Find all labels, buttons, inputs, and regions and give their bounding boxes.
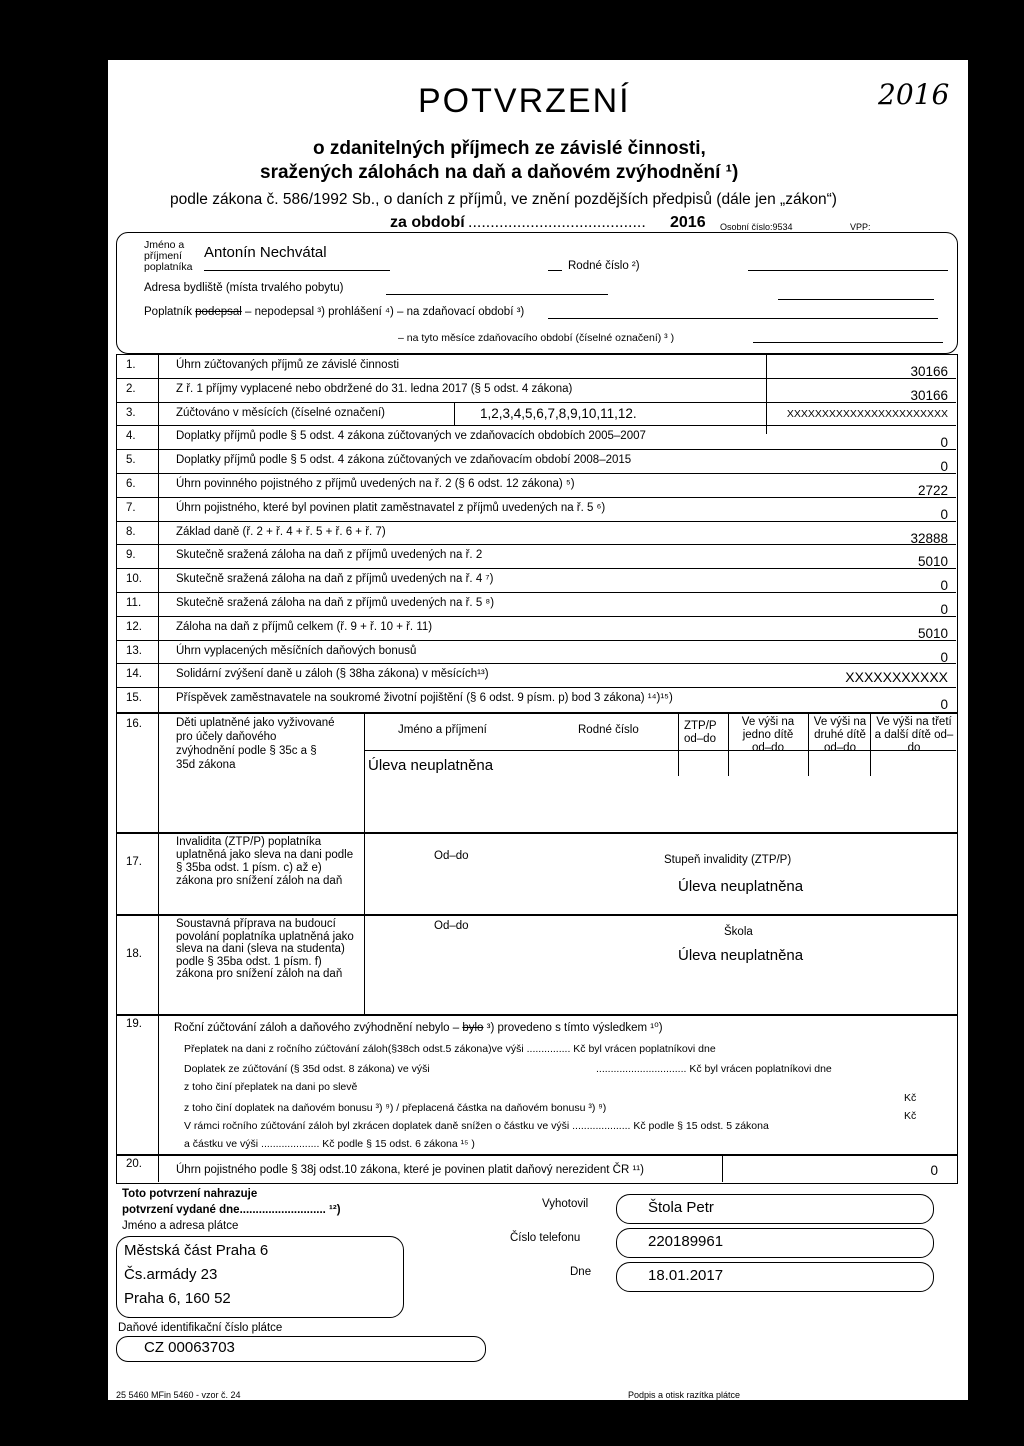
birth-number-label: Rodné číslo ²) — [568, 260, 640, 272]
row-label: Skutečně sražená záloha na daň z příjmů uvedených na ř. 4 ⁷) — [176, 573, 494, 586]
row-19-heading-prefix: Roční zúčtování záloh a daňového zvýhodnění nebylo – — [174, 1022, 460, 1034]
payer-label: Jméno a adresa plátce — [122, 1220, 239, 1232]
period-label: za období — [390, 214, 465, 231]
row-label: Základ daně (ř. 2 + ř. 4 + ř. 5 + ř. 6 + ř. 7) — [176, 525, 386, 538]
replaces-line-1: Toto potvrzení nahrazuje — [122, 1188, 258, 1200]
row-label: Zúčtováno v měsících (číselné označení) — [176, 406, 386, 419]
row-16-col-second: Ve výši na druhé dítě od–do — [813, 716, 867, 754]
subtitle-line-1: o zdanitelných příjmech ze závislé činnosti, — [313, 138, 706, 159]
row-19-bonus-underpayment: z toho činí doplatek na daňovém bonusu ³) ⁹) / přeplacená částka na daňovém bonusu ³) ⁹) — [184, 1102, 607, 1114]
row-16-col-third: Ve výši na třetí a další dítě od–do — [874, 716, 954, 754]
row-19-heading — [174, 1020, 663, 1034]
statement-struck: podepsal — [195, 306, 242, 318]
replaces-line-2: potvrzení vydané dne........................... ¹²) — [122, 1204, 341, 1216]
row-20-label: Úhrn pojistného podle § 38j odst.10 zákona, které je povinen platit daňový nerezident ČR ¹¹) — [176, 1164, 644, 1176]
row-value: 5010 — [917, 554, 948, 570]
vpp-label: VPP: — [850, 222, 871, 232]
handwritten-year: 2016 — [878, 78, 950, 111]
row-number: 4. — [126, 430, 136, 443]
row-value: 0 — [940, 649, 948, 665]
taxpayer-name-label: Jméno a příjmení poplatníka — [144, 239, 193, 273]
tax-id-label: Daňové identifikační číslo plátce — [118, 1322, 283, 1334]
row-number: 3. — [126, 406, 136, 419]
row-18-col-school: Škola — [724, 926, 753, 938]
row-17-col-degree: Stupeň invalidity (ZTP/P) — [664, 854, 792, 866]
row-value: 5010 — [917, 625, 948, 641]
address-label: Adresa bydliště (místa trvalého pobytu) — [144, 282, 344, 294]
row-label: Úhrn vyplacených měsíčních daňových bonusů — [176, 644, 417, 657]
row-number: 5. — [126, 454, 136, 467]
row-16-col-name: Jméno a příjmení — [398, 724, 487, 736]
row-19-kc-1: Kč — [904, 1092, 917, 1104]
row-number: 14. — [126, 668, 142, 681]
row-number: 7. — [126, 501, 136, 514]
row-number: 15. — [126, 692, 142, 705]
row-16-number: 16. — [126, 718, 142, 730]
row-value: XXXXXXXXXXXXXXXXXXXXXXX — [786, 407, 948, 420]
payer-line-1: Městská část Praha 6 — [124, 1242, 269, 1259]
row-label: Skutečně sražená záloha na daň z příjmů uvedených na ř. 5 ⁸) — [176, 597, 495, 609]
row-16-label: Děti uplatněné jako vyživované pro účely daňového zvýhodnění podle § 35c a § 35d zákona — [176, 717, 335, 771]
row-number: 8. — [126, 525, 136, 538]
row-label: Z ř. 1 příjmy vyplacené nebo obdržené do 31. ledna 2017 (§ 5 odst. 4 zákona) — [176, 382, 573, 395]
row-value: 0 — [940, 697, 948, 713]
tax-certificate-page: POTVRZENÍ 2016 o zdanitelných příjmech ze závislé činnosti, sražených zálohách na daň a daňovém zvýhodnění ¹) podle zákona č. 586/1992 Sb., o daních z příjmů, ve znění pozdějších předpisů (dále jen „zákon“) za období ........................................ 2016 Osobní číslo:9534 VPP: Jméno a příjmení poplatníka Antonín Nechvátal Rodné číslo ²) Adresa bydliště (místa trvalého pobytu) Poplatník podepsal – nepodepsal ³) prohlášení ⁴) – na zdaňovací období ³) – na tyto měsíce zdaňovacího období (číselné označení) ³ ) 16. Děti uplatněné jako vyživované pro účely daňového zvýhodnění podle § 35c a § 35d zákona Jméno a příjmení Rodné číslo ZTP/P od–do Ve výši na jedno dítě od–do Ve výši na druhé dítě od–do Ve výši na třetí a další dítě od–do Úleva neuplatněna 17. Invalidita (ZTP/P) poplatníka uplatněná jako sleva na dani podle § 35ba odst. 1 písm. c) až e) zákona pro snížení záloh na daň Od–do Stupeň invalidity (ZTP/P) Úleva neuplatněna 18. Soustavná příprava na budoucí povolání poplatníka uplatněná jako sleva na dani (sleva na studenta) podle § 35ba odst. 1 písm. f) zákona pro snížení záloh na daň Od–do Škola Úleva neuplatněna 19. Roční zúčtování záloh a daňového zvýhodnění nebylo – bylo ³) provedeno s tímto výsledkem ¹⁰) Přeplatek na dani z ročního zúčtování záloh(§38ch odst.5 zákona)ve výši ............... Kč byl vrácen poplatníkovi dne Doplatek ze zúčtování (§ 35d odst. 8 zákona) ve výši ............................... Kč byl vrácen poplatníkovi dne z toho činí přeplatek na dani po slevě z toho činí doplatek na daňovém bonusu ³) ⁹) / přeplacená částka na daňovém bonusu ³) ⁹) Kč Kč V rámci ročního zúčtování záloh byl zkrácen doplatek daně snížen o částku ve výši .................... Kč podle § 15 odst. 5 zákona a částku ve výši .................... Kč podle § 15 odst. 6 zákona ¹⁵ ) 20. Úhrn pojistného podle § 38j odst.10 zákona, které je povinen platit daňový nerezident ČR ¹¹) 0 Toto potvrzení nahrazuje potvrzení vydané dne........................... ¹²) Jméno a adresa plátce Městská část Praha 6 Čs.armády 23 Praha 6, 160 52 Daňové identifikační číslo plátce CZ 00063703 Vyhotovil Štola Petr Číslo telefonu 220189961 Dne 18.01.2017 25 5460 MFin 5460 - vzor č. 24 Podpis a otisk razítka plátce 1. Úhrn zúčtovaných příjmů ze závislé činnosti 30166 2. Z ř. 1 příjmy vyplacené nebo obdržené do 31. ledna 2017 (§ 5 odst. 4 zákona) 30166 3. Zúčtováno v měsících (číselné označení) 1,2,3,4,5,6,7,8,9,10,11,12. XXXXXXXXXXXXXXXXXXXXXXX 4. Doplatky příjmů podle § 5 odst. 4 zákona zúčtovaných ve zdaňovacích obdobích 2005–2007 0 5. Doplatky příjmů podle § 5 odst. 4 zákona zúčtovaných ve zdaňovacím období 2008–2015 0 6. Úhrn povinného pojistného z příjmů uvedených na ř. 2 (§ 6 odst. 12 zákona) ⁵) 2722 7. Úhrn pojistného, které byl povinen platit zaměstnavatel z příjmů uvedených na ř. 5 ⁶) 0 8. Základ daně (ř. 2 + ř. 4 + ř. 5 + ř. 6 + ř. 7) 32888 9. Skutečně sražená záloha na daň z příjmů uvedených na ř. 2 5010 10. Skutečně sražená záloha na daň z příjmů uvedených na ř. 4 ⁷) 0 11. Skutečně sražená záloha na daň z příjmů uvedených na ř. 5 ⁸) 0 12. Záloha na daň z příjmů celkem (ř. 9 + ř. 10 + ř. 11) 5010 13. Úhrn vyplacených měsíčních daňových bonusů 0 14. Solidární zvýšení daně u záloh (§ 38ha zákona) v měsících¹³) XXXXXXXXXXX 15. Příspěvek zaměstnavatele na soukromé životní pojištění (§ 6 odst. 9 písm. p) bod 3 zákona) ¹⁴)¹⁵) 0 — [108, 60, 968, 1400]
row-19-overpayment-after-discount: z toho činí přeplatek na dani po slevě — [184, 1081, 358, 1093]
row-18-col-from: Od–do — [434, 920, 469, 932]
row-label: Skutečně sražená záloha na daň z příjmů uvedených na ř. 2 — [176, 549, 483, 562]
row-number: 1. — [126, 359, 136, 371]
law-reference: podle zákona č. 586/1992 Sb., o daních z příjmů, ve znění pozdějších předpisů (dále jen „zákon“) — [170, 191, 837, 208]
row-value: 0 — [940, 459, 948, 475]
row-17-value: Úleva neuplatněna — [678, 878, 804, 895]
row-19-amount-par-15-6: a částku ve výši .................... Kč podle § 15 odst. 6 zákona ¹⁵ ) — [184, 1138, 475, 1150]
row-number: 13. — [126, 644, 142, 657]
row-value: XXXXXXXXXXX — [845, 669, 948, 686]
row-19-underpayment: Doplatek ze zúčtování (§ 35d odst. 8 zákona) ve výši — [184, 1063, 430, 1075]
signature-label: Podpis a otisk razítka plátce — [628, 1390, 741, 1400]
issue-date: 18.01.2017 — [648, 1267, 724, 1284]
row-label: Úhrn povinného pojistného z příjmů uvedených na ř. 2 (§ 6 odst. 12 zákona) ⁵) — [176, 478, 575, 490]
row-16-col-birth: Rodné číslo — [578, 724, 639, 736]
row-label: Doplatky příjmů podle § 5 odst. 4 zákona zúčtovaných ve zdaňovacím období 2008–2015 — [176, 454, 632, 467]
subtitle-line-2: sražených zálohách na daň a daňovém zvýhodnění ¹) — [260, 162, 739, 183]
row-value: 0 — [940, 578, 948, 594]
row-17-label: Invalidita (ZTP/P) poplatníka uplatněná jako sleva na dani podle § 35ba odst. 1 písm. c) až e) zákona pro snížení záloh na daň — [176, 836, 354, 887]
row-number: 2. — [126, 382, 136, 395]
row-16-col-first: Ve výši na jedno dítě od–do — [741, 716, 795, 754]
row-20-number: 20. — [126, 1158, 142, 1170]
row-months: 1,2,3,4,5,6,7,8,9,10,11,12. — [480, 405, 637, 421]
row-19-heading-struck: bylo — [462, 1022, 484, 1034]
statement-prefix: Poplatník — [144, 306, 192, 318]
row-value: 0 — [940, 435, 948, 451]
row-18-value: Úleva neuplatněna — [678, 947, 804, 964]
row-number: 9. — [126, 549, 136, 562]
period-value: 2016 — [670, 214, 706, 231]
row-label: Solidární zvýšení daně u záloh (§ 38ha zákona) v měsících¹³) — [176, 668, 489, 681]
row-18-number: 18. — [126, 948, 142, 960]
row-number: 6. — [126, 478, 136, 490]
issued-by-label: Vyhotovil — [542, 1198, 589, 1210]
row-16-value: Úleva neuplatněna — [368, 757, 494, 774]
row-19-overpayment: Přeplatek na dani z ročního zúčtování záloh(§38ch odst.5 zákona)ve výši ............... Kč byl vrácen poplatníkovi dne — [184, 1043, 716, 1055]
row-18-label: Soustavná příprava na budoucí povolání poplatníka uplatněná jako sleva na dani (sleva na studenta) podle § 35ba odst. 1 písm. f) zákona pro snížení záloh na daň — [176, 918, 354, 980]
row-number: 12. — [126, 620, 142, 633]
row-number: 11. — [126, 597, 142, 609]
row-label: Úhrn zúčtovaných příjmů ze závislé činnosti — [176, 359, 400, 371]
row-value: 2722 — [917, 483, 948, 498]
months-label: – na tyto měsíce zdaňovacího období (číselné označení) ³ ) — [398, 332, 675, 344]
row-20-value: 0 — [930, 1163, 938, 1178]
row-label: Příspěvek zaměstnavatele na soukromé životní pojištění (§ 6 odst. 9 písm. p) bod 3 zákona) ¹⁴)¹⁵) — [176, 692, 673, 705]
row-17-col-from: Od–do — [434, 850, 469, 862]
row-label: Doplatky příjmů podle § 5 odst. 4 zákona zúčtovaných ve zdaňovacích obdobích 2005–2007 — [176, 430, 646, 443]
row-19-heading-suffix: ³) provedeno s tímto výsledkem ¹⁰) — [486, 1022, 663, 1034]
date-label: Dne — [570, 1266, 592, 1278]
phone-label: Číslo telefonu — [510, 1232, 581, 1244]
phone: 220189961 — [648, 1233, 724, 1250]
row-19-reduced-amount: V rámci ročního zúčtování záloh byl zkrácen doplatek daně snížen o částku ve výši .................... Kč podle § 15 odst. 5 zákona — [184, 1120, 769, 1132]
row-value: 30166 — [910, 364, 948, 379]
row-19-number: 19. — [126, 1018, 142, 1030]
row-value: 30166 — [910, 387, 948, 403]
issued-by: Štola Petr — [648, 1199, 714, 1216]
statement-line — [144, 306, 524, 318]
row-17-number: 17. — [126, 856, 142, 868]
form-code: 25 5460 MFin 5460 - vzor č. 24 — [116, 1390, 241, 1400]
row-label: Úhrn pojistného, které byl povinen platit zaměstnavatel z příjmů uvedených na ř. 5 ⁶) — [176, 501, 606, 514]
statement-rest: – nepodepsal ³) prohlášení ⁴) – na zdaňovací období ³) — [245, 306, 525, 318]
row-value: 32888 — [910, 530, 948, 546]
payer-line-3: Praha 6, 160 52 — [124, 1290, 231, 1307]
tax-id: CZ 00063703 — [144, 1339, 235, 1356]
document-title: POTVRZENÍ — [418, 82, 631, 120]
row-value: 0 — [940, 506, 948, 522]
row-label: Záloha na daň z příjmů celkem (ř. 9 + ř. 10 + ř. 11) — [176, 620, 433, 633]
row-value: 0 — [940, 602, 948, 617]
row-19-kc-2: Kč — [904, 1110, 917, 1122]
row-16-col-ztp: ZTP/P od–do — [684, 720, 717, 745]
payer-line-2: Čs.armády 23 — [124, 1266, 218, 1283]
taxpayer-name: Antonín Nechvátal — [204, 244, 327, 261]
personal-number: Osobní číslo:9534 — [720, 222, 793, 232]
row-19-underpayment-refund: ............................... Kč byl vrácen poplatníkovi dne — [596, 1063, 832, 1075]
row-number: 10. — [126, 573, 142, 586]
